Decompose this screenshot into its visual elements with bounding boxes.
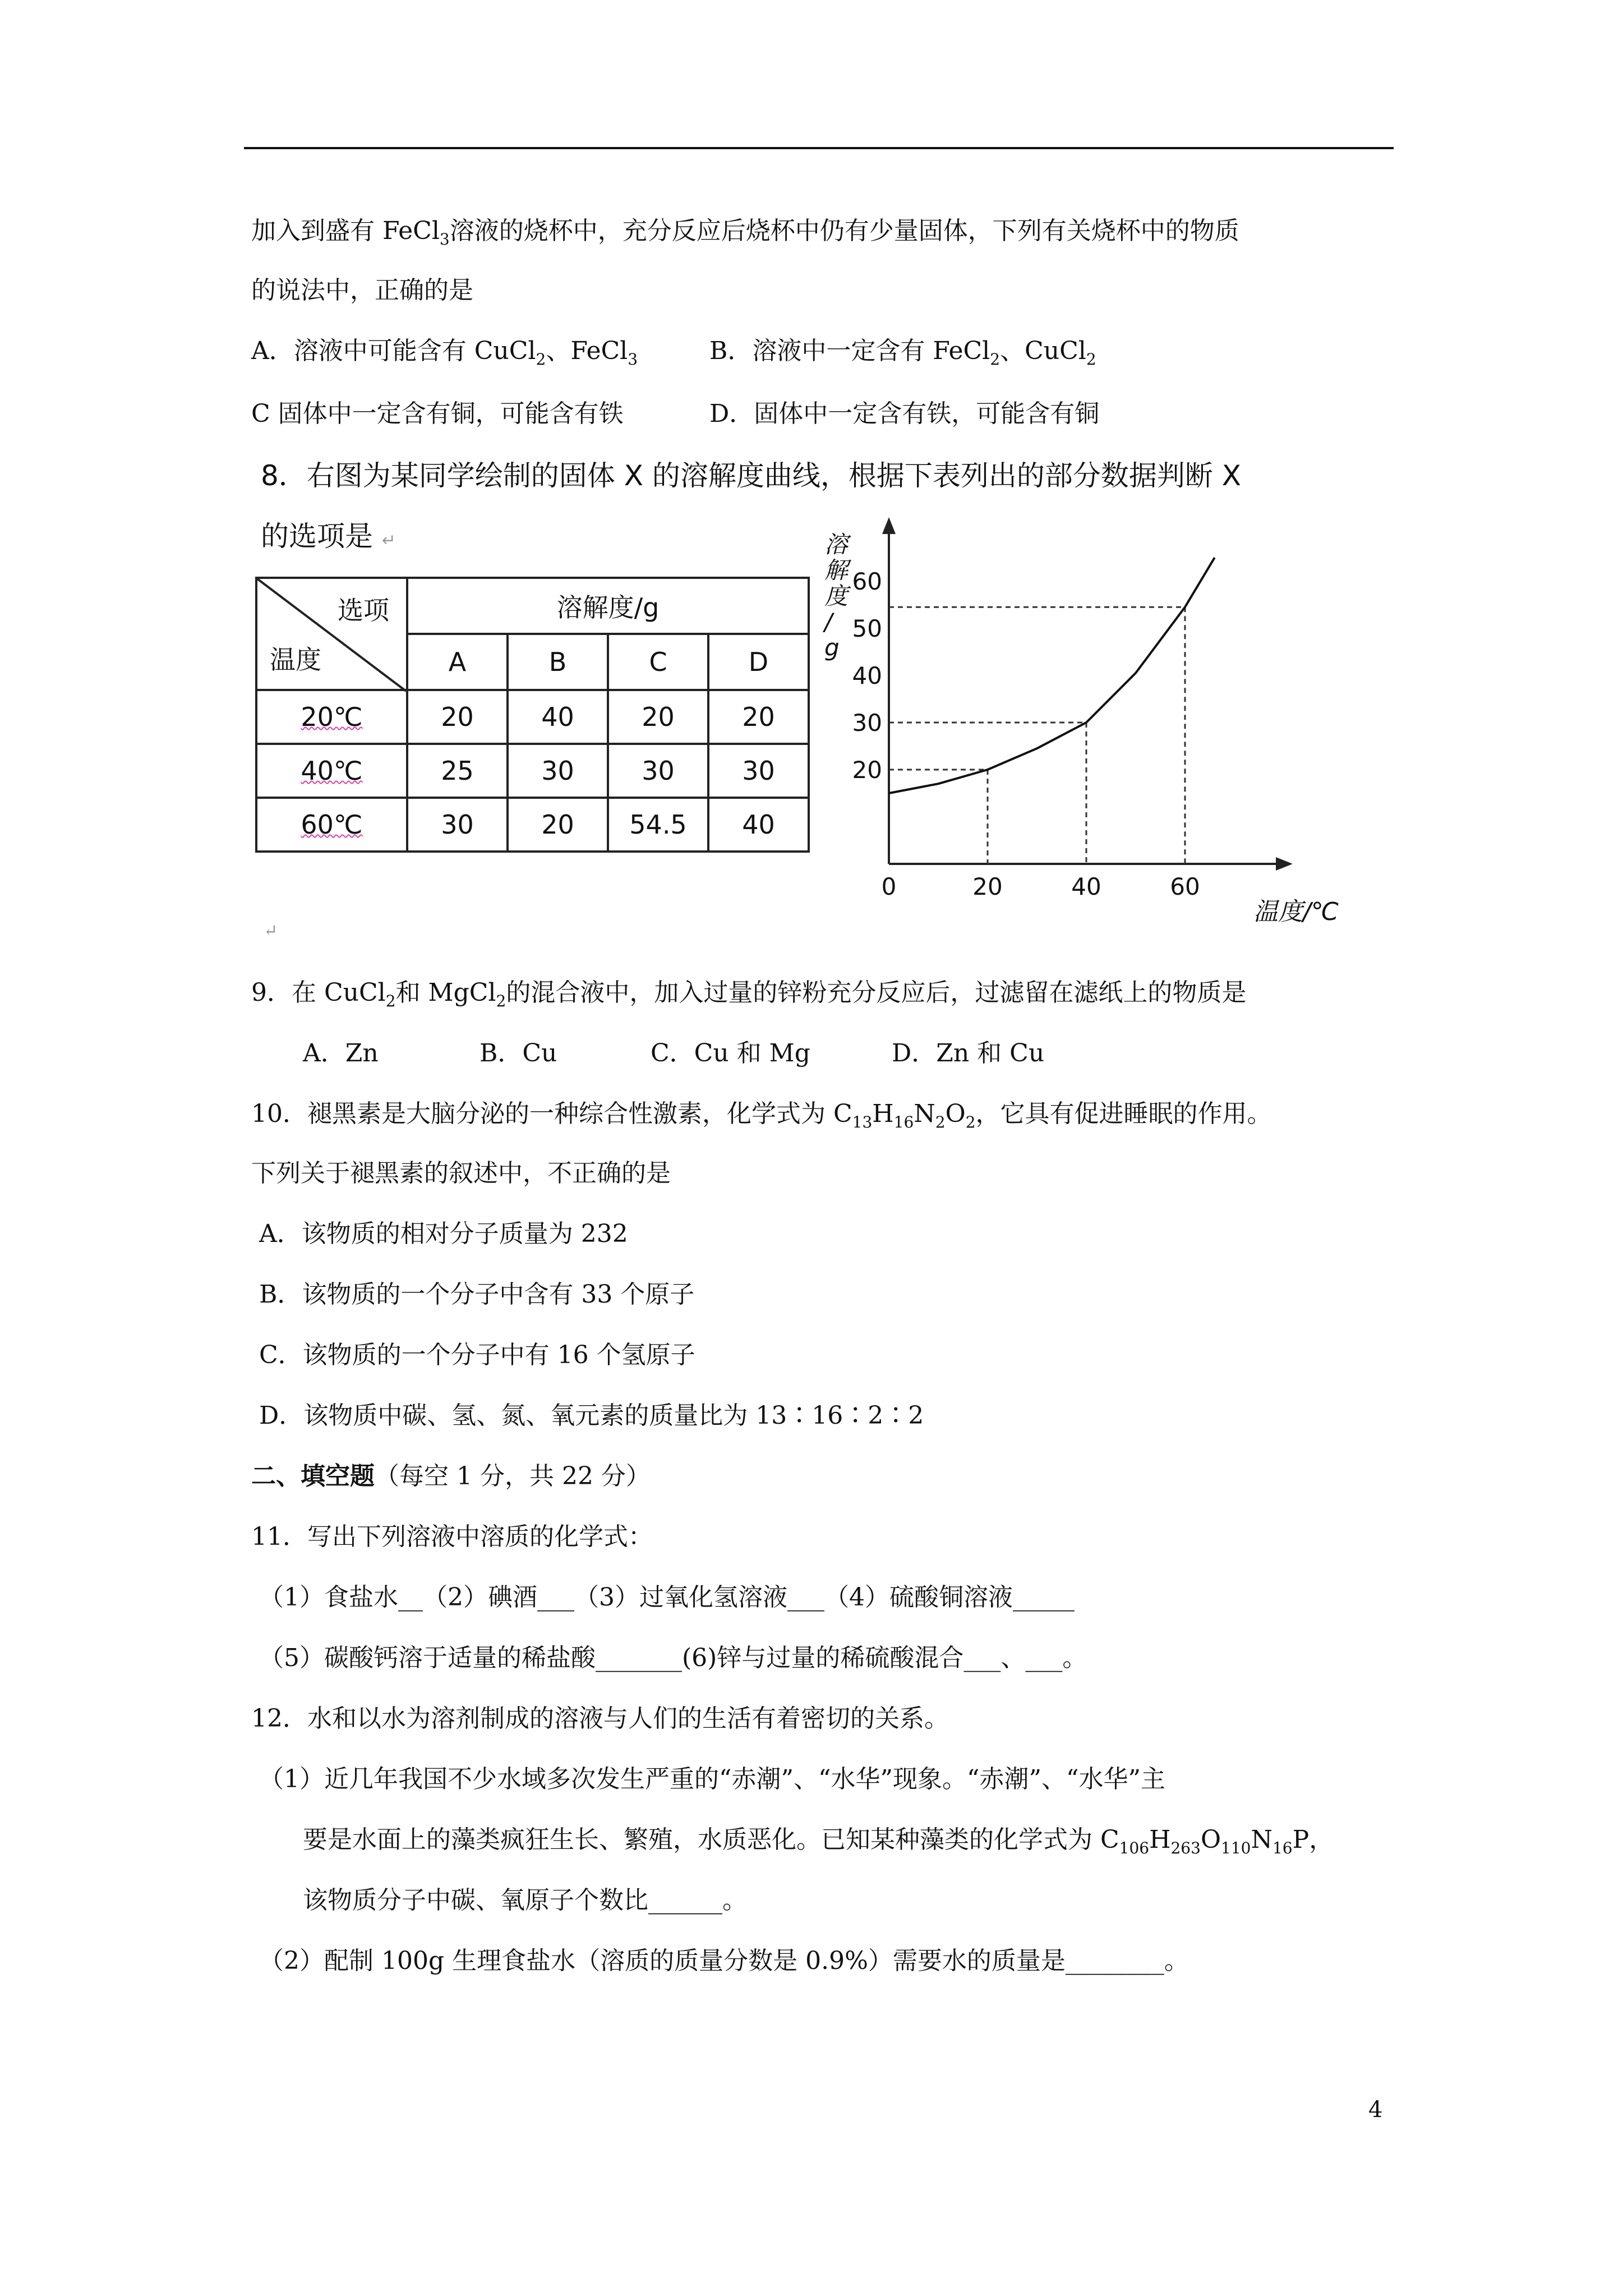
value-cell: 25	[407, 744, 508, 798]
q11-row1: （1）食盐水__（2）碘酒___（3）过氧化氢溶液___（4）硫酸铜溶液_____	[259, 1583, 1075, 1612]
q7-option-a: A．溶液中可能含有 CuCl$_2$、FeCl$_3$	[251, 337, 638, 369]
solubility-curve	[889, 558, 1215, 793]
q11-stem: 11．写出下列溶液中溶质的化学式：	[251, 1522, 653, 1551]
q7-option-c: C 固体中一定含有铜，可能含有铁	[251, 399, 624, 428]
x-tick-label: 40	[1071, 873, 1101, 900]
section-2-title: 二、填空题	[251, 1462, 375, 1490]
header-solubility: 溶解度/g	[407, 578, 809, 634]
q12-part1-line2: 要是水面上的藻类疯狂生长、繁殖，水质恶化。已知某种藻类的化学式为 $C_{106}H_{263}O_{110}N_{16}P$，	[303, 1825, 1334, 1857]
corner-label-option: 选项	[338, 595, 389, 625]
value-cell: 40	[708, 798, 809, 852]
guide-line	[889, 607, 1185, 864]
value-cell: 30	[608, 744, 708, 798]
x-axis-arrow	[1276, 857, 1293, 871]
y-axis-arrow	[882, 517, 896, 534]
solubility-chart	[808, 530, 1339, 934]
table-row	[256, 744, 809, 798]
q8-stem-line1: 8．右图为某同学绘制的固体 X 的溶解度曲线，根据下表列出的部分数据判断 X	[261, 459, 1241, 492]
section-2-heading	[251, 1460, 651, 1493]
y-tick-label: 60	[852, 568, 882, 595]
q7-stem-line2: 的说法中，正确的是	[251, 276, 473, 305]
y-tick-label: 30	[852, 709, 882, 737]
header-rule	[244, 147, 1394, 149]
value-cell: 30	[508, 744, 608, 798]
value-cell: 20	[608, 690, 708, 744]
y-tick-label: 40	[852, 662, 882, 689]
header-option-b: B	[508, 634, 608, 690]
value-cell: 30	[708, 744, 809, 798]
q9-stem: 9．在 CuCl$_2$和 MgCl$_2$的混合液中，加入过量的锌粉充分反应后，过滤留在滤纸上的物质是	[251, 978, 1247, 1010]
value-cell: 54.5	[608, 798, 708, 852]
q12-stem: 12．水和以水为溶剂制成的溶液与人们的生活有着密切的关系。	[251, 1704, 949, 1733]
paragraph-mark: ↵	[264, 921, 278, 941]
q7-option-d: D．固体中一定含有铁，可能含有铜	[709, 399, 1100, 428]
temp-cell: 40℃	[256, 744, 407, 798]
value-cell: 20	[708, 690, 809, 744]
x-tick-label: 60	[1170, 873, 1200, 900]
solubility-table	[255, 577, 810, 853]
value-cell: 30	[407, 798, 508, 852]
table-row	[256, 798, 809, 852]
q12-part1-line3: 该物质分子中碳、氧原子个数比______。	[303, 1886, 747, 1915]
value-cell: 20	[407, 690, 508, 744]
y-tick-label: 50	[852, 615, 882, 642]
temp-cell: 60℃	[256, 798, 407, 852]
q9-option-c: C．Cu 和 Mg	[651, 1039, 810, 1068]
page-number: 4	[1368, 2097, 1383, 2123]
q10-stem-line2: 下列关于褪黑素的叙述中，不正确的是	[251, 1159, 671, 1188]
y-tick-label: 20	[852, 756, 882, 784]
q10-stem-line1: 10．褪黑素是大脑分泌的一种综合性激素，化学式为 $C_{13}H_{16}N_2O_2$，它具有促进睡眠的作用。	[251, 1099, 1272, 1131]
x-tick-label: 0	[881, 873, 897, 900]
q8-stem-line2: 的选项是 ↵	[261, 520, 396, 553]
temp-cell: 20℃	[256, 690, 407, 744]
header-option-a: A	[407, 634, 508, 690]
header-option-d: D	[708, 634, 809, 690]
q10-option-b: B．该物质的一个分子中含有 33 个原子	[259, 1280, 695, 1309]
corner-label-temp: 温度	[270, 645, 321, 675]
q10-option-d: D．该物质中碳、氢、氮、氧元素的质量比为 13∶16∶2∶2	[259, 1401, 924, 1430]
section-2-note: （每空 1 分，共 22 分）	[375, 1462, 651, 1490]
y-axis-label: 溶解度/ g	[824, 531, 849, 661]
q10-option-a: A．该物质的相对分子质量为 232	[259, 1220, 628, 1248]
q7-stem-line1: 加入到盛有 FeCl$_3$溶液的烧杯中，充分反应后烧杯中仍有少量固体，下列有关烧杯中的物质	[251, 217, 1239, 249]
value-cell: 20	[508, 798, 608, 852]
x-axis-label: 温度/℃	[1253, 898, 1339, 926]
q11-row2: （5）碳酸钙溶于适量的稀盐酸_______(6)锌与过量的稀硫酸混合___、___。	[259, 1644, 1087, 1672]
q9-option-d: D．Zn 和 Cu	[892, 1039, 1045, 1068]
q7-option-b: B．溶液中一定含有 FeCl$_2$、CuCl$_2$	[709, 337, 1096, 369]
q12-part2: （2）配制 100g 生理食盐水（溶质的质量分数是 0.9%）需要水的质量是________。	[259, 1947, 1189, 1975]
q12-part1-line1: （1）近几年我国不少水域多次发生严重的“赤潮”、“水华”现象。“赤潮”、“水华”主	[259, 1765, 1165, 1793]
q9-option-b: B．Cu	[479, 1039, 557, 1068]
value-cell: 40	[508, 690, 608, 744]
table-corner-cell	[256, 578, 407, 690]
q9-option-a: A．Zn	[303, 1039, 379, 1068]
q10-option-c: C．该物质的一个分子中有 16 个氢原子	[259, 1341, 695, 1369]
table-row	[256, 690, 809, 744]
x-tick-label: 20	[972, 873, 1003, 900]
header-option-c: C	[608, 634, 708, 690]
